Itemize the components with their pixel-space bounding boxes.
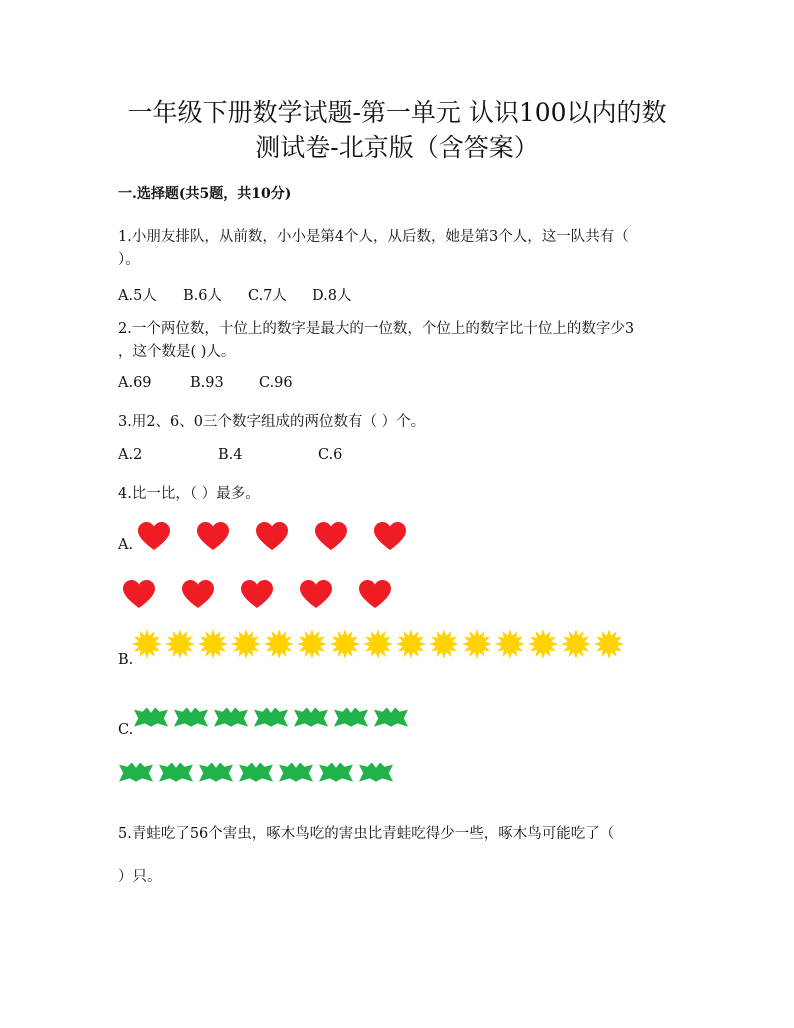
question-5-line-1: 5.青蛙吃了56个害虫，啄木鸟吃的害虫比青蛙吃得少一些，啄木鸟可能吃了（ [118,826,615,842]
sun-star-icon [330,629,360,659]
question-2-line-1: 2.一个两位数，十位上的数字是最大的一位数，个位上的数字比十位上的数字少3 [118,321,635,337]
question-2-line-2: ，这个数是( )人。 [118,344,236,360]
sun-star-icon [396,629,426,659]
leaf-icon [374,707,408,727]
question-1-option-b[interactable]: B.6人 [183,288,222,304]
leaf-icon [334,707,368,727]
heart-icon [197,522,229,550]
sun-star-icon [198,629,228,659]
sun-star-icon [462,629,492,659]
sun-star-icon [165,629,195,659]
leaf-icon [159,762,193,782]
question-3-option-b[interactable]: B.4 [218,447,243,463]
question-1-option-a[interactable]: A.5人 [118,288,157,304]
leaf-icon [119,762,153,782]
question-5-line-2: ）只。 [118,869,162,885]
sun-star-icon [495,629,525,659]
section-heading: 一.选择题(共5题，共10分) [118,186,292,202]
heart-icon [241,580,273,608]
heart-icon [300,580,332,608]
question-1-line-2: ）。 [118,252,140,268]
page-title-line-1: 一年级下册数学试题-第一单元 认识100以内的数 [127,98,667,127]
question-2-option-a[interactable]: A.69 [118,375,152,391]
question-1-option-c[interactable]: C.7人 [248,288,287,304]
leaf-icon [174,707,208,727]
heart-icon [359,580,391,608]
question-4-option-c[interactable]: C. [118,722,134,738]
question-1-line-1: 1.小朋友排队，从前数，小小是第4个人，从后数，她是第3个人，这一队共有（ [118,229,629,245]
sun-star-icon [561,629,591,659]
sun-star-icon [264,629,294,659]
sun-star-icon [297,629,327,659]
leaf-icon [319,762,353,782]
leaf-icon [239,762,273,782]
question-4-option-b[interactable]: B. [118,652,134,668]
sun-star-icon [594,629,624,659]
question-3-option-a[interactable]: A.2 [118,447,143,463]
leaf-icon [294,707,328,727]
question-1-option-d[interactable]: D.8人 [312,288,352,304]
heart-icon [315,522,347,550]
sun-star-icon [363,629,393,659]
page-title-line-2: 测试卷-北京版（含答案） [255,133,539,162]
heart-icon [123,580,155,608]
sun-star-icon [231,629,261,659]
question-3-option-c[interactable]: C.6 [318,447,343,463]
sun-star-icon [429,629,459,659]
question-4-line-1: 4.比一比，（ ）最多。 [118,486,260,502]
leaf-icon [359,762,393,782]
heart-icon [138,522,170,550]
question-3-line-1: 3.用2、6、0三个数字组成的两位数有（ ）个。 [118,414,426,430]
heart-icon [374,522,406,550]
sun-star-icon [132,629,162,659]
question-4-option-a[interactable]: A. [118,537,134,553]
leaf-icon [214,707,248,727]
heart-icon [256,522,288,550]
leaf-icon [199,762,233,782]
question-2-option-b[interactable]: B.93 [190,375,224,391]
heart-icon [182,580,214,608]
leaf-icon [134,707,168,727]
leaf-icon [254,707,288,727]
question-2-option-c[interactable]: C.96 [259,375,293,391]
leaf-icon [279,762,313,782]
sun-star-icon [528,629,558,659]
